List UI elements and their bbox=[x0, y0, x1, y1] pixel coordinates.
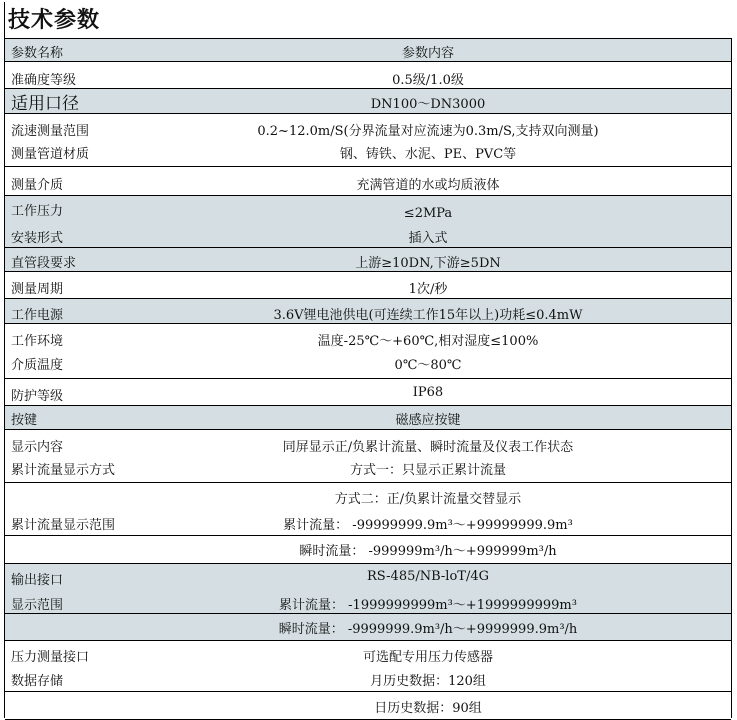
param-name: 显示范围 bbox=[11, 598, 64, 613]
param-name: 压力测量接口 bbox=[11, 650, 90, 665]
param-name: 工作压力 bbox=[11, 204, 64, 219]
table-row bbox=[5, 691, 731, 720]
param-name: 直管段要求 bbox=[11, 256, 77, 271]
param-value: 充满管道的水或均质液体 bbox=[356, 178, 500, 193]
table-row bbox=[5, 195, 731, 247]
param-value: 方式一：只显示正累计流量 bbox=[349, 463, 506, 478]
param-value: 3.6V锂电池供电(可连续工作15年以上)功耗≤0.4mW bbox=[273, 308, 583, 323]
param-name: 数据存储 bbox=[11, 674, 64, 689]
param-name: 准确度等级 bbox=[11, 73, 77, 88]
param-value: 0.5级/1.0级 bbox=[392, 73, 464, 88]
param-value: ≤2MPa bbox=[403, 206, 453, 221]
table-row bbox=[5, 38, 731, 61]
table-row bbox=[5, 298, 731, 323]
param-value: 累计流量： -1999999999m³～+1999999999m³ bbox=[279, 598, 577, 613]
param-value: RS-485/NB-loT/4G bbox=[366, 569, 489, 584]
page-title: 技术参数 bbox=[8, 8, 101, 33]
param-name: 防护等级 bbox=[11, 389, 64, 404]
param-value: 累计流量： -99999999.9m³～+99999999.9m³ bbox=[283, 518, 573, 533]
table-row bbox=[5, 535, 731, 563]
param-name: 显示内容 bbox=[11, 440, 64, 455]
table-row bbox=[5, 640, 731, 691]
table-row bbox=[5, 247, 731, 271]
table-row bbox=[5, 563, 731, 613]
param-value: IP68 bbox=[412, 385, 444, 400]
param-name: 测量管道材质 bbox=[11, 147, 90, 162]
table-row bbox=[5, 482, 731, 535]
param-value: 插入式 bbox=[408, 231, 448, 246]
param-value: 温度-25℃～+60℃,相对湿度≤100% bbox=[317, 334, 539, 349]
param-name: 工作电源 bbox=[11, 308, 64, 323]
table-row bbox=[5, 429, 731, 482]
param-value: 日历史数据：90组 bbox=[374, 701, 482, 716]
param-value: 方式二：正/负累计流量交替显示 bbox=[334, 492, 522, 507]
param-value: 1次/秒 bbox=[408, 282, 448, 297]
param-value: 钢、铸铁、水泥、PE、PVC等 bbox=[339, 147, 517, 162]
param-name: 流速测量范围 bbox=[11, 124, 90, 139]
table-row bbox=[5, 323, 731, 378]
param-name: 介质温度 bbox=[11, 358, 64, 373]
table-row bbox=[5, 405, 731, 429]
table-right-border bbox=[731, 38, 732, 718]
param-name: 适用口径 bbox=[11, 94, 79, 114]
param-name: 工作环境 bbox=[11, 334, 64, 349]
param-name: 安装形式 bbox=[11, 231, 64, 246]
param-value: 0℃～80℃ bbox=[394, 358, 462, 373]
param-value: 磁感应按键 bbox=[395, 413, 461, 428]
param-name: 测量周期 bbox=[11, 282, 64, 297]
param-value: 瞬时流量： -999999m³/h～+999999m³/h bbox=[299, 544, 557, 559]
table-row bbox=[5, 113, 731, 166]
param-value: 参数内容 bbox=[401, 46, 454, 61]
param-value: DN100～DN3000 bbox=[370, 97, 486, 112]
table-row bbox=[5, 166, 731, 195]
param-name: 累计流量显示方式 bbox=[11, 463, 116, 478]
param-value: 0.2~12.0m/S(分界流量对应流速为0.3m/S,支持双向测量) bbox=[257, 124, 599, 139]
param-value: 同屏显示正/负累计流量、瞬时流量及仪表工作状态 bbox=[282, 440, 574, 455]
table-row bbox=[5, 61, 731, 88]
param-name: 累计流量显示范围 bbox=[11, 518, 116, 533]
param-value: 月历史数据：120组 bbox=[370, 674, 486, 689]
table-row bbox=[5, 271, 731, 298]
param-name: 参数名称 bbox=[11, 46, 64, 61]
param-name: 测量介质 bbox=[11, 178, 64, 193]
param-value: 瞬时流量： -9999999.9m³/h～+9999999.9m³/h bbox=[278, 622, 578, 637]
param-name: 按键 bbox=[11, 413, 38, 428]
table-row bbox=[5, 88, 731, 113]
param-value: 可选配专用压力传感器 bbox=[362, 650, 493, 665]
param-name: 输出接口 bbox=[11, 573, 64, 588]
table-row bbox=[5, 613, 731, 640]
param-value: 上游≥10DN,下游≥5DN bbox=[355, 256, 501, 271]
table-row bbox=[5, 378, 731, 405]
